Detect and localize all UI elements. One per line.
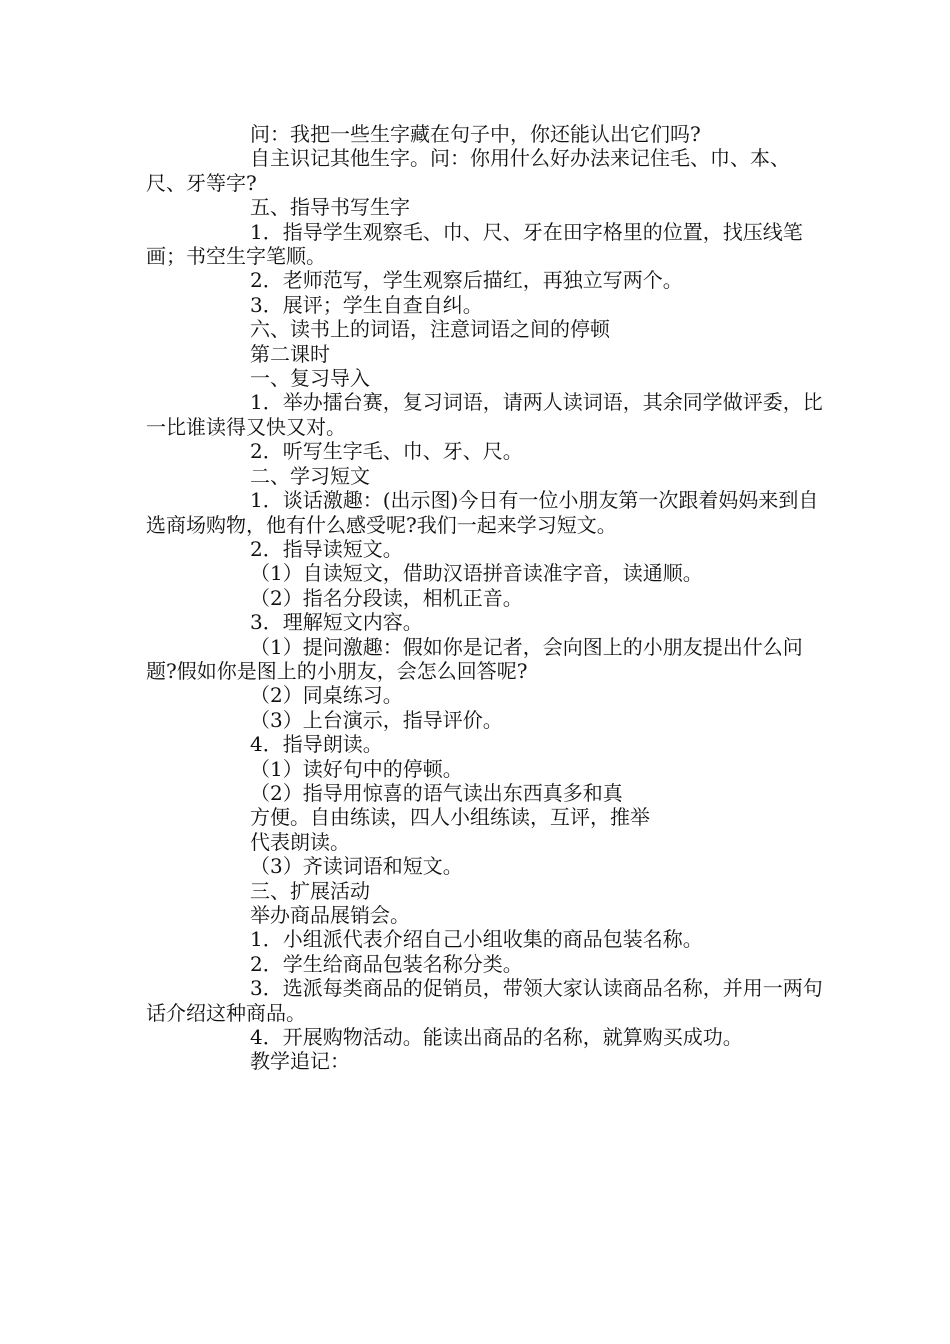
paragraph-p22: （1）读好句中的停顿。	[250, 756, 463, 781]
paragraph-p09: 一、复习导入	[250, 366, 370, 391]
paragraph-p20: （3）上台演示，指导评价。	[250, 707, 503, 732]
paragraph-p12: 二、学习短文	[250, 463, 370, 488]
paragraph-p11: 2．听写生字毛、巾、牙、尺。	[250, 439, 523, 464]
paragraph-p08: 第二课时	[250, 341, 330, 366]
paragraph-p16: （2）指名分段读，相机正音。	[250, 585, 523, 610]
paragraph-p29: 1．小组派代表介绍自己小组收集的商品包装名称。	[250, 927, 703, 952]
paragraph-p01: 问：我把一些生字藏在句子中，你还能认出它们吗?	[250, 122, 701, 146]
paragraph-p03: 五、指导书写生字	[250, 195, 410, 220]
paragraph-p06: 3．展评；学生自查自纠。	[250, 292, 483, 317]
paragraph-p33: 教学追记：	[250, 1049, 350, 1074]
paragraph-p07: 六、读书上的词语，注意词语之间的停顿	[250, 317, 610, 342]
paragraph-p25: 代表朗读。	[250, 829, 350, 854]
paragraph-p27: 三、扩展活动	[250, 878, 370, 903]
paragraph-p31: 3．选派每类商品的促销员，带领大家认读商品名称，并用一两句话介绍这种商品。	[146, 976, 823, 1025]
paragraph-p18: （1）提问激趣：假如你是记者，会向图上的小朋友提出什么问题?假如你是图上的小朋友，会怎么回答呢?	[146, 634, 803, 683]
paragraph-p32: 4．开展购物活动。能读出商品的名称，就算购买成功。	[250, 1025, 743, 1050]
paragraph-p26: （3）齐读词语和短文。	[250, 854, 463, 879]
paragraph-p15: （1）自读短文，借助汉语拼音读准字音，读通顺。	[250, 561, 703, 586]
paragraph-p04: 1．指导学生观察毛、巾、尺、牙在田字格里的位置，找压线笔画；书空生字笔顺。	[146, 219, 803, 269]
paragraph-p24: 方便。自由练读，四人小组练读，互评，推举	[250, 805, 650, 830]
paragraph-p13: 1．谈话激趣：(出示图)今日有一位小朋友第一次跟着妈妈来到自选商场购物，他有什么感受呢?我们一起来学习短文。	[146, 488, 819, 537]
paragraph-p14: 2．指导读短文。	[250, 536, 403, 561]
paragraph-p23: （2）指导用惊喜的语气读出东西真多和真	[250, 780, 623, 805]
paragraph-p30: 2．学生给商品包装名称分类。	[250, 951, 523, 976]
paragraph-p17: 3．理解短文内容。	[250, 610, 423, 635]
paragraph-p10: 1．举办擂台赛，复习词语，请两人读词语，其余同学做评委，比一比谁读得又快又对。	[146, 390, 823, 439]
document-body	[146, 122, 826, 1074]
paragraph-p05: 2．老师范写，学生观察后描红，再独立写两个。	[250, 268, 683, 293]
paragraph-p02: 自主识记其他生字。问：你用什么好办法来记住毛、巾、本、尺、牙等字?	[146, 146, 790, 195]
paragraph-p21: 4．指导朗读。	[250, 732, 383, 757]
paragraph-p28: 举办商品展销会。	[250, 903, 410, 927]
paragraph-p19: （2）同桌练习。	[250, 683, 403, 708]
